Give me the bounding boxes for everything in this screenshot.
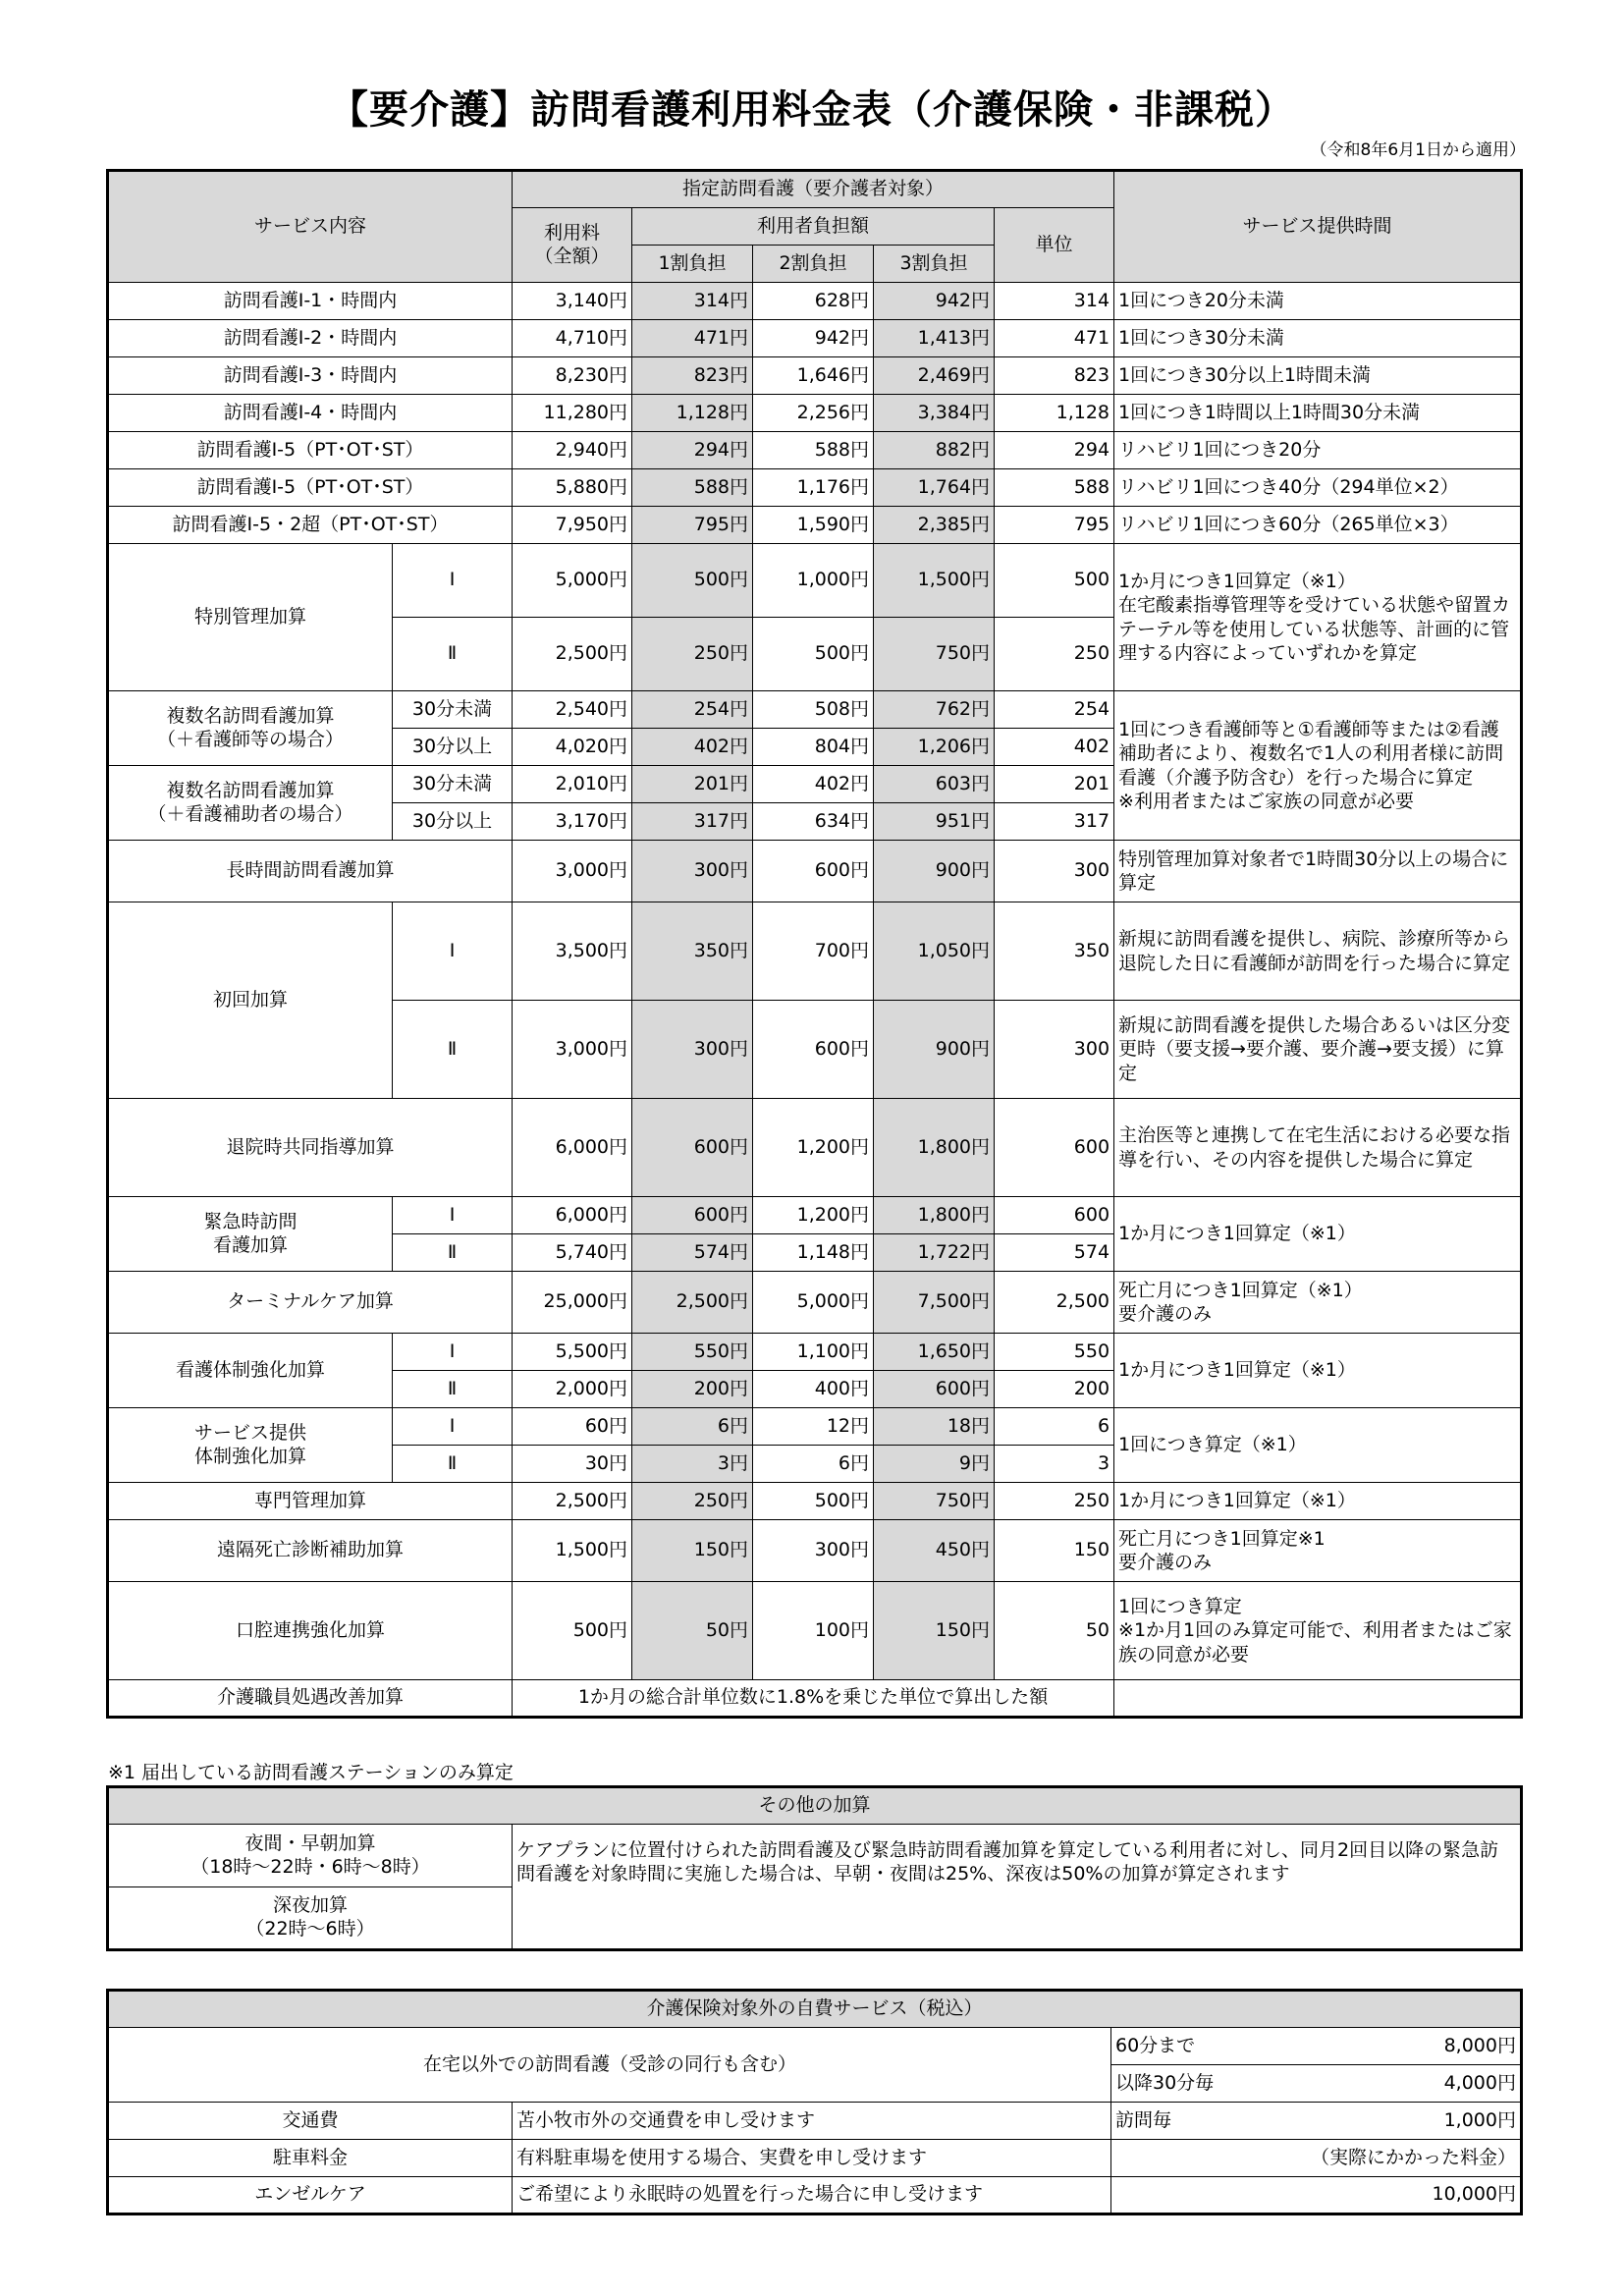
fee-total: 5,000円	[513, 544, 632, 618]
table-row	[108, 691, 1522, 729]
fee-total: 3,000円	[513, 841, 632, 902]
burden-3: 750円	[874, 618, 995, 691]
fee-total: 4,710円	[513, 320, 632, 357]
unit-value: 600	[995, 1099, 1114, 1197]
transport-label: 訪問毎	[1115, 2108, 1172, 2131]
service-name: 訪問看護Ⅰ-5（PT･OT･ST）	[108, 432, 513, 469]
header-burden: 利用者負担額	[632, 208, 995, 246]
burden-2: 500円	[753, 618, 874, 691]
page-title: 【要介護】訪問看護利用料金表（介護保険・非課税）	[329, 87, 1295, 133]
table-row	[108, 283, 1522, 320]
other-title: その他の加算	[108, 1787, 1522, 1825]
service-desc: 1か月につき1回算定（※1）	[1114, 1197, 1522, 1272]
parking-value: （実際にかかった料金）	[1111, 2140, 1522, 2177]
burden-2: 2,256円	[753, 395, 874, 432]
transport-desc: 苫小牧市外の交通費を申し受けます	[513, 2103, 1111, 2140]
service-name: 専門管理加算	[108, 1483, 513, 1520]
service-desc: 新規に訪問看護を提供した場合あるいは区分変更時（要支援→要介護、要介護→要支援）に算定	[1114, 1001, 1522, 1099]
unit-value: 795	[995, 507, 1114, 544]
burden-3: 882円	[874, 432, 995, 469]
table-row	[108, 1197, 1522, 1234]
service-sub: Ⅱ	[393, 1371, 513, 1408]
burden-2: 1,646円	[753, 357, 874, 395]
burden-2: 100円	[753, 1582, 874, 1680]
burden-1: 471円	[632, 320, 753, 357]
burden-3: 900円	[874, 1001, 995, 1099]
table-row	[108, 432, 1522, 469]
unit-value: 250	[995, 618, 1114, 691]
table-row	[108, 1272, 1522, 1334]
burden-2: 6円	[753, 1446, 874, 1483]
service-desc: リハビリ1回につき20分	[1114, 432, 1522, 469]
burden-1: 254円	[632, 691, 753, 729]
burden-2: 634円	[753, 803, 874, 841]
unit-value: 254	[995, 691, 1114, 729]
fee-total: 3,140円	[513, 283, 632, 320]
table-row	[108, 507, 1522, 544]
burden-3: 2,469円	[874, 357, 995, 395]
burden-2: 600円	[753, 841, 874, 902]
burden-3: 7,500円	[874, 1272, 995, 1334]
unit-value: 1,128	[995, 395, 1114, 432]
burden-1: 300円	[632, 841, 753, 902]
burden-2: 700円	[753, 902, 874, 1001]
service-name: 初回加算	[108, 902, 393, 1099]
burden-1: 574円	[632, 1234, 753, 1272]
angel-desc: ご希望により永眠時の処置を行った場合に申し受けます	[513, 2177, 1111, 2214]
unit-value: 317	[995, 803, 1114, 841]
price-30-value: 4,000円	[1443, 2071, 1516, 2094]
service-name: 訪問看護Ⅰ-5・2超（PT･OT･ST）	[108, 507, 513, 544]
burden-2: 942円	[753, 320, 874, 357]
service-desc: 1か月につき1回算定（※1） 在宅酸素指導管理等を受けている状態や留置カテーテル等を使用している状態等、計画的に管理する内容によっていずれかを算定	[1114, 544, 1522, 691]
service-desc: 死亡月につき1回算定（※1） 要介護のみ	[1114, 1272, 1522, 1334]
service-sub: Ⅰ	[393, 544, 513, 618]
header-time: サービス提供時間	[1114, 171, 1522, 283]
burden-1: 201円	[632, 766, 753, 803]
burden-1: 200円	[632, 1371, 753, 1408]
unit-value: 294	[995, 432, 1114, 469]
outside-visit: 在宅以外での訪問看護（受診の同行も含む）	[108, 2028, 1111, 2103]
burden-2: 508円	[753, 691, 874, 729]
burden-2: 1,590円	[753, 507, 874, 544]
fee-total: 500円	[513, 1582, 632, 1680]
table-row	[108, 902, 1522, 1001]
unit-value: 200	[995, 1371, 1114, 1408]
night-addition: 夜間・早朝加算 （18時～22時・6時～8時）	[108, 1825, 513, 1887]
unit-value: 201	[995, 766, 1114, 803]
burden-2: 1,176円	[753, 469, 874, 507]
service-name: 訪問看護Ⅰ-3・時間内	[108, 357, 513, 395]
fee-total: 2,940円	[513, 432, 632, 469]
price-60-value: 8,000円	[1443, 2034, 1516, 2056]
burden-1: 823円	[632, 357, 753, 395]
fee-total: 2,500円	[513, 1483, 632, 1520]
fee-total: 2,500円	[513, 618, 632, 691]
fee-total: 8,230円	[513, 357, 632, 395]
burden-3: 1,413円	[874, 320, 995, 357]
burden-2: 628円	[753, 283, 874, 320]
service-sub: 30分以上	[393, 729, 513, 766]
unit-value: 600	[995, 1197, 1114, 1234]
burden-1: 1,128円	[632, 395, 753, 432]
table-row	[108, 1680, 1522, 1718]
burden-3: 900円	[874, 841, 995, 902]
header-b3: 3割負担	[874, 246, 995, 283]
unit-value: 300	[995, 841, 1114, 902]
burden-2: 5,000円	[753, 1272, 874, 1334]
service-desc: 1回につき算定（※1）	[1114, 1408, 1522, 1483]
service-desc: 新規に訪問看護を提供し、病院、診療所等から退院した日に看護師が訪問を行った場合に算定	[1114, 902, 1522, 1001]
service-desc: リハビリ1回につき60分（265単位×3）	[1114, 507, 1522, 544]
burden-2: 1,000円	[753, 544, 874, 618]
burden-3: 750円	[874, 1483, 995, 1520]
fee-total: 3,000円	[513, 1001, 632, 1099]
unit-value: 471	[995, 320, 1114, 357]
burden-3: 1,800円	[874, 1197, 995, 1234]
burden-2: 600円	[753, 1001, 874, 1099]
burden-1: 317円	[632, 803, 753, 841]
angel-value: 10,000円	[1111, 2177, 1522, 2214]
service-desc: 1か月につき1回算定（※1）	[1114, 1334, 1522, 1408]
table-row	[108, 469, 1522, 507]
burden-3: 3,384円	[874, 395, 995, 432]
unit-value: 350	[995, 902, 1114, 1001]
burden-1: 600円	[632, 1099, 753, 1197]
service-sub: Ⅱ	[393, 1001, 513, 1099]
unit-value: 550	[995, 1334, 1114, 1371]
unit-value: 2,500	[995, 1272, 1114, 1334]
fee-total: 60円	[513, 1408, 632, 1446]
price-30-label: 以降30分毎	[1115, 2071, 1215, 2094]
table-row	[108, 357, 1522, 395]
burden-1: 50円	[632, 1582, 753, 1680]
burden-2: 1,100円	[753, 1334, 874, 1371]
burden-1: 550円	[632, 1334, 753, 1371]
service-desc: 1回につき1時間以上1時間30分未満	[1114, 395, 1522, 432]
table-row	[108, 395, 1522, 432]
service-sub: Ⅱ	[393, 1446, 513, 1483]
unit-value: 314	[995, 283, 1114, 320]
table-row	[108, 320, 1522, 357]
burden-1: 500円	[632, 544, 753, 618]
service-sub: Ⅰ	[393, 902, 513, 1001]
service-sub: Ⅰ	[393, 1334, 513, 1371]
fee-total: 11,280円	[513, 395, 632, 432]
unit-value: 6	[995, 1408, 1114, 1446]
burden-3: 1,764円	[874, 469, 995, 507]
multi-nurse-name: 複数名訪問看護加算 （＋看護師等の場合）	[108, 691, 393, 766]
service-desc: 1回につき30分未満	[1114, 320, 1522, 357]
burden-2: 300円	[753, 1520, 874, 1582]
burden-3: 1,206円	[874, 729, 995, 766]
service-name: サービス提供 体制強化加算	[108, 1408, 393, 1483]
burden-2: 1,200円	[753, 1099, 874, 1197]
service-name: 訪問看護Ⅰ-5（PT･OT･ST）	[108, 469, 513, 507]
transport-fee: 交通費	[108, 2103, 513, 2140]
service-desc: 特別管理加算対象者で1時間30分以上の場合に算定	[1114, 841, 1522, 902]
table-row	[108, 1408, 1522, 1446]
staff-improvement-desc: 1か月の総合計単位数に1.8%を乗じた単位で算出した額	[513, 1680, 1114, 1718]
unit-value: 574	[995, 1234, 1114, 1272]
burden-1: 6円	[632, 1408, 753, 1446]
burden-1: 402円	[632, 729, 753, 766]
burden-1: 600円	[632, 1197, 753, 1234]
self-pay-table	[106, 1989, 1523, 2215]
burden-3: 1,800円	[874, 1099, 995, 1197]
service-sub: Ⅰ	[393, 1197, 513, 1234]
service-name: ターミナルケア加算	[108, 1272, 513, 1334]
parking-fee: 駐車料金	[108, 2140, 513, 2177]
burden-2: 12円	[753, 1408, 874, 1446]
burden-3: 942円	[874, 283, 995, 320]
header-fee-total: 利用料 （全額）	[513, 208, 632, 283]
fee-total: 6,000円	[513, 1099, 632, 1197]
multi-aide-name: 複数名訪問看護加算 （＋看護補助者の場合）	[108, 766, 393, 841]
late-night-addition: 深夜加算 （22時～6時）	[108, 1887, 513, 1950]
fee-total: 3,170円	[513, 803, 632, 841]
service-name: 訪問看護Ⅰ-2・時間内	[108, 320, 513, 357]
burden-3: 18円	[874, 1408, 995, 1446]
table-row	[108, 1582, 1522, 1680]
night-addition-desc: ケアプランに位置付けられた訪問看護及び緊急時訪問看護加算を算定している利用者に対し、同月2回目以降の緊急訪問看護を対象時間に実施した場合は、早朝・夜間は25%、深夜は50%の加算が算定されます	[513, 1825, 1522, 1950]
unit-value: 150	[995, 1520, 1114, 1582]
burden-3: 1,050円	[874, 902, 995, 1001]
burden-2: 1,200円	[753, 1197, 874, 1234]
burden-2: 1,148円	[753, 1234, 874, 1272]
fee-table	[106, 169, 1523, 1719]
burden-3: 951円	[874, 803, 995, 841]
service-sub: Ⅱ	[393, 1234, 513, 1272]
parking-desc: 有料駐車場を使用する場合、実費を申し受けます	[513, 2140, 1111, 2177]
service-desc: 1か月につき1回算定（※1）	[1114, 1483, 1522, 1520]
burden-1: 2,500円	[632, 1272, 753, 1334]
burden-3: 762円	[874, 691, 995, 729]
burden-3: 603円	[874, 766, 995, 803]
unit-value: 3	[995, 1446, 1114, 1483]
service-name: 訪問看護Ⅰ-1・時間内	[108, 283, 513, 320]
service-name: 退院時共同指導加算	[108, 1099, 513, 1197]
unit-value: 823	[995, 357, 1114, 395]
price-60-label: 60分まで	[1115, 2034, 1196, 2056]
burden-1: 588円	[632, 469, 753, 507]
header-unit: 単位	[995, 208, 1114, 283]
burden-1: 150円	[632, 1520, 753, 1582]
service-desc: 死亡月につき1回算定※1 要介護のみ	[1114, 1520, 1522, 1582]
burden-2: 402円	[753, 766, 874, 803]
header-designated: 指定訪問看護（要介護者対象）	[513, 171, 1114, 208]
burden-1: 250円	[632, 618, 753, 691]
service-sub: 30分未満	[393, 691, 513, 729]
service-sub: 30分未満	[393, 766, 513, 803]
angel-care: エンゼルケア	[108, 2177, 513, 2214]
table-row	[108, 1099, 1522, 1197]
fee-total: 30円	[513, 1446, 632, 1483]
service-name: 特別管理加算	[108, 544, 393, 691]
fee-total: 1,500円	[513, 1520, 632, 1582]
fee-total: 5,880円	[513, 469, 632, 507]
effective-date-note: （令和8年6月1日から適用）	[1310, 140, 1526, 160]
burden-3: 600円	[874, 1371, 995, 1408]
burden-1: 350円	[632, 902, 753, 1001]
self-title: 介護保険対象外の自費サービス（税込）	[108, 1991, 1522, 2028]
fee-total: 5,740円	[513, 1234, 632, 1272]
fee-total: 7,950円	[513, 507, 632, 544]
service-desc: 主治医等と連携して在宅生活における必要な指導を行い、その内容を提供した場合に算定	[1114, 1099, 1522, 1197]
footnote-1: ※1 届出している訪問看護ステーションのみ算定	[108, 1762, 514, 1783]
burden-2: 400円	[753, 1371, 874, 1408]
unit-value: 402	[995, 729, 1114, 766]
burden-2: 588円	[753, 432, 874, 469]
service-desc: 1回につき20分未満	[1114, 283, 1522, 320]
fee-total: 25,000円	[513, 1272, 632, 1334]
service-sub: Ⅱ	[393, 618, 513, 691]
fee-total: 2,010円	[513, 766, 632, 803]
burden-3: 450円	[874, 1520, 995, 1582]
service-desc: 1回につき30分以上1時間未満	[1114, 357, 1522, 395]
service-desc: リハビリ1回につき40分（294単位×2）	[1114, 469, 1522, 507]
service-name: 口腔連携強化加算	[108, 1582, 513, 1680]
fee-total: 2,000円	[513, 1371, 632, 1408]
burden-1: 3円	[632, 1446, 753, 1483]
burden-1: 250円	[632, 1483, 753, 1520]
burden-2: 500円	[753, 1483, 874, 1520]
unit-value: 50	[995, 1582, 1114, 1680]
burden-1: 314円	[632, 283, 753, 320]
service-name: 長時間訪問看護加算	[108, 841, 513, 902]
fee-total: 4,020円	[513, 729, 632, 766]
burden-3: 1,722円	[874, 1234, 995, 1272]
service-sub: Ⅰ	[393, 1408, 513, 1446]
unit-value: 588	[995, 469, 1114, 507]
transport-value: 1,000円	[1443, 2108, 1516, 2131]
burden-2: 804円	[753, 729, 874, 766]
header-b1: 1割負担	[632, 246, 753, 283]
burden-3: 150円	[874, 1582, 995, 1680]
table-row	[108, 1483, 1522, 1520]
header-b2: 2割負担	[753, 246, 874, 283]
burden-1: 294円	[632, 432, 753, 469]
burden-3: 1,500円	[874, 544, 995, 618]
table-row	[108, 544, 1522, 618]
service-name: 訪問看護Ⅰ-4・時間内	[108, 395, 513, 432]
burden-3: 1,650円	[874, 1334, 995, 1371]
table-row	[108, 1334, 1522, 1371]
header-service: サービス内容	[108, 171, 513, 283]
service-name: 看護体制強化加算	[108, 1334, 393, 1408]
unit-value: 300	[995, 1001, 1114, 1099]
service-name: 遠隔死亡診断補助加算	[108, 1520, 513, 1582]
burden-3: 2,385円	[874, 507, 995, 544]
service-sub: 30分以上	[393, 803, 513, 841]
table-row	[108, 1520, 1522, 1582]
unit-value: 250	[995, 1483, 1114, 1520]
service-name: 緊急時訪問 看護加算	[108, 1197, 393, 1272]
unit-value: 500	[995, 544, 1114, 618]
service-desc: 1回につき算定 ※1か月1回のみ算定可能で、利用者またはご家族の同意が必要	[1114, 1582, 1522, 1680]
fee-total: 3,500円	[513, 902, 632, 1001]
burden-1: 300円	[632, 1001, 753, 1099]
fee-total: 6,000円	[513, 1197, 632, 1234]
fee-total: 5,500円	[513, 1334, 632, 1371]
service-desc: 1回につき看護師等と①看護師等または②看護補助者により、複数名で1人の利用者様に訪問看護（介護予防含む）を行った場合に算定 ※利用者またはご家族の同意が必要	[1114, 691, 1522, 841]
fee-total: 2,540円	[513, 691, 632, 729]
burden-1: 795円	[632, 507, 753, 544]
staff-improvement: 介護職員処遇改善加算	[108, 1680, 513, 1718]
burden-3: 9円	[874, 1446, 995, 1483]
other-addition-table	[106, 1785, 1523, 1951]
table-row	[108, 841, 1522, 902]
